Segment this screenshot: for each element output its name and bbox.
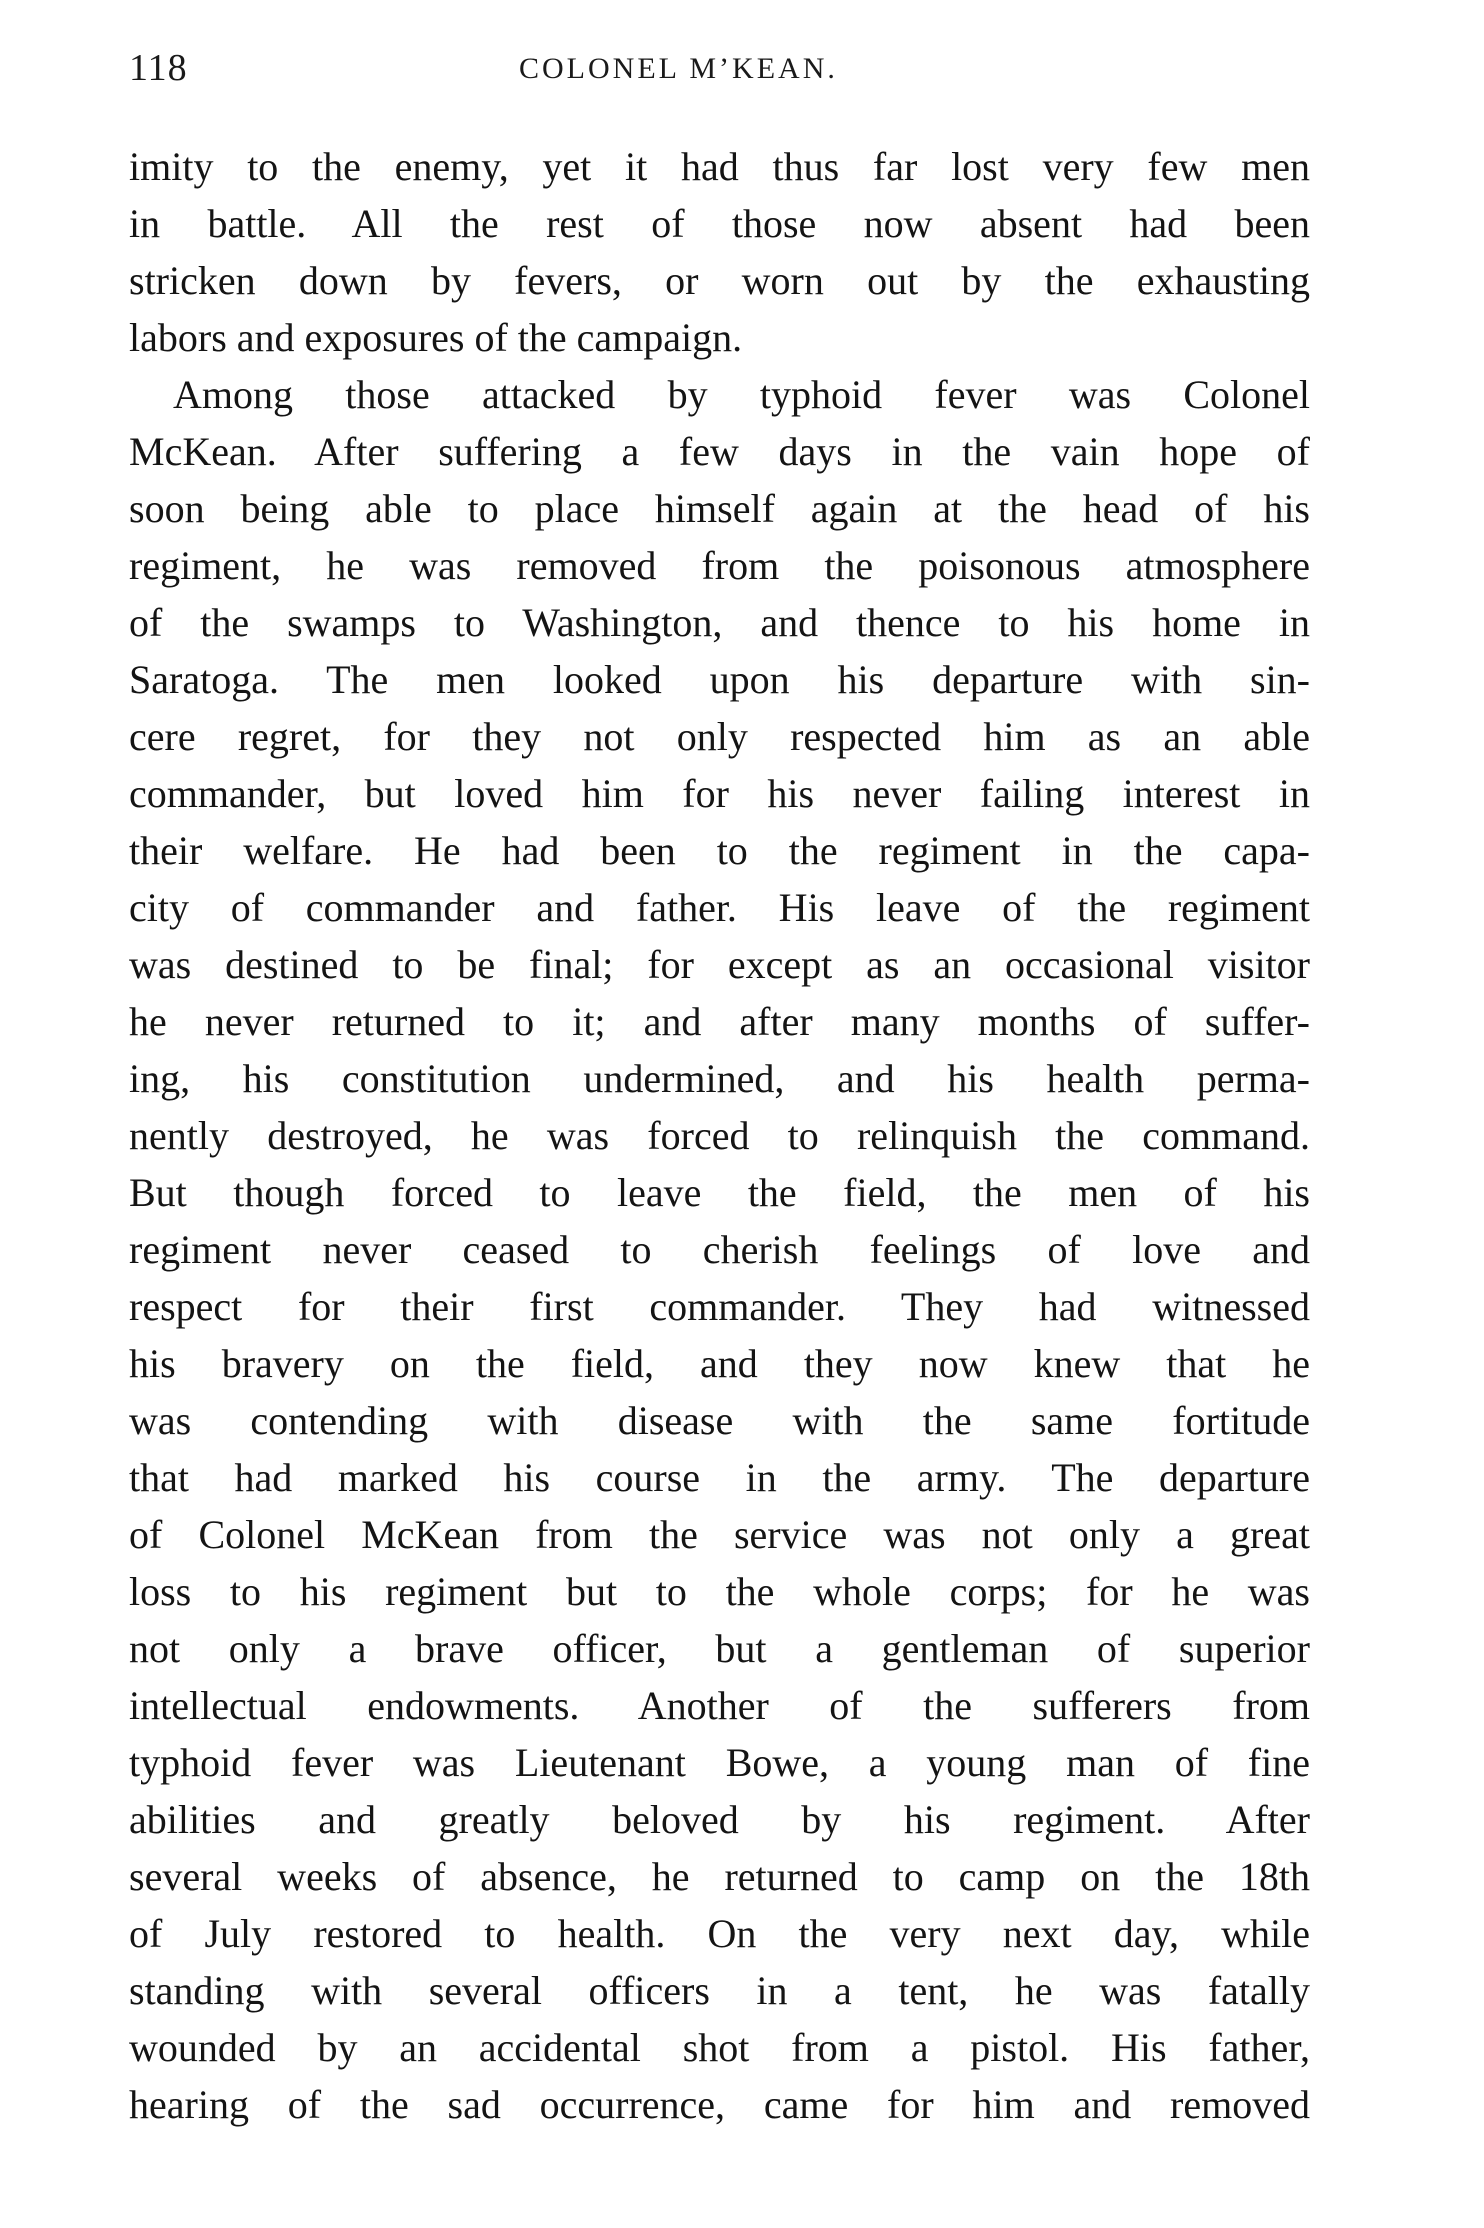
text-line: hearing of the sad occurrence, came for him and removed [129,2082,1310,2127]
text-line: of Colonel McKean from the service was not only a great [129,1512,1310,1557]
text-line: city of commander and father. His leave of the regiment [129,885,1310,930]
text-line: loss to his regiment but to the whole corps; for he was [129,1569,1310,1614]
text-line: respect for their first commander. They had witnessed [129,1284,1310,1329]
text-line: typhoid fever was Lieutenant Bowe, a young man of fine [129,1740,1310,1785]
text-line: But though forced to leave the field, the men of his [129,1170,1310,1215]
text-line: cere regret, for they not only respected him as an able [129,714,1310,759]
text-line: commander, but loved him for his never failing interest in [129,771,1310,816]
text-line: McKean. After suffering a few days in the vain hope of [129,429,1310,474]
text-line: regiment never ceased to cherish feelings of love and [129,1227,1310,1272]
text-line: imity to the enemy, yet it had thus far lost very few men [129,144,1310,189]
page-number: 118 [129,47,188,89]
text-line: standing with several officers in a tent, he was fatally [129,1968,1310,2013]
text-line: of the swamps to Washington, and thence to his home in [129,600,1310,645]
running-head [129,46,1309,96]
text-line: soon being able to place himself again at the head of his [129,486,1310,531]
text-line: he never returned to it; and after many months of suffer- [129,999,1310,1044]
running-title: COLONEL M’KEAN. [519,52,838,85]
text-line: was contending with disease with the same fortitude [129,1398,1310,1443]
text-line: intellectual endowments. Another of the sufferers from [129,1683,1310,1728]
body-text [129,138,1310,2133]
text-line: in battle. All the rest of those now absent had been [129,201,1310,246]
text-line: ing, his constitution undermined, and his health perma- [129,1056,1310,1101]
text-line: nently destroyed, he was forced to relinquish the command. [129,1113,1310,1158]
text-line: labors and exposures of the campaign. [129,315,743,360]
text-line: that had marked his course in the army. The departure [129,1455,1310,1500]
text-line: stricken down by fevers, or worn out by the exhausting [129,258,1310,303]
text-line: Saratoga. The men looked upon his departure with sin- [129,657,1310,702]
text-line: their welfare. He had been to the regiment in the capa- [129,828,1310,873]
text-line: of July restored to health. On the very next day, while [129,1911,1310,1956]
text-line: his bravery on the field, and they now knew that he [129,1341,1310,1386]
text-line: abilities and greatly beloved by his regiment. After [129,1797,1310,1842]
text-line: wounded by an accidental shot from a pistol. His father, [129,2025,1310,2070]
text-line: regiment, he was removed from the poisonous atmosphere [129,543,1310,588]
text-line: Among those attacked by typhoid fever was Colonel [173,372,1310,417]
text-line: not only a brave officer, but a gentleman of superior [129,1626,1310,1671]
text-line: was destined to be final; for except as an occasional visitor [129,942,1310,987]
text-line: several weeks of absence, he returned to camp on the 18th [129,1854,1310,1899]
